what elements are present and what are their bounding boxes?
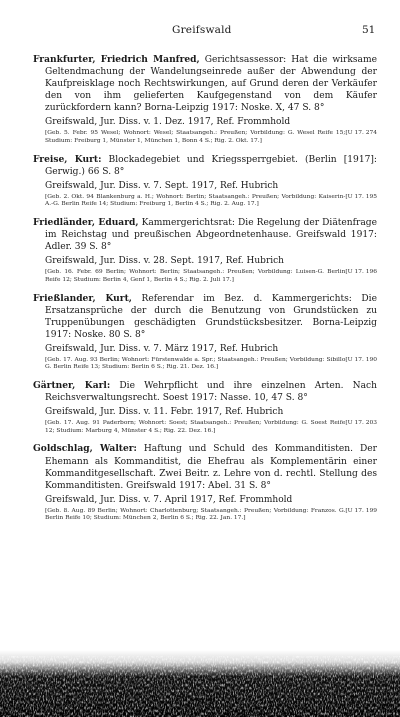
vita-text: [Geb. 17. Aug. 91 Paderborn; Wohnort: Soest; Staatsangeh.: Preußen; Vorbildung: G. Soest Reife 12; Studium: Marburg 4, Münster 4 S.; Rig. 22. Dez. 16.] [45,420,346,434]
bibliography-entry [33,154,377,209]
bibliography-entry [33,293,377,373]
biographical-note [33,130,377,145]
biographical-note [33,357,377,372]
dissertation-line: Greifswald, Jur. Diss. v. 1. Dez. 1917, Ref. Frommhold [45,117,291,128]
entry-title: Blockadegebiet und Kriegssperrgebiet. (Berlin [1917]: Gerwig.) 66 S. 8° [45,154,377,177]
entry-title: Kammergerichtsrat: Die Regelung der Diätenfrage im Reichstag und preußischen Abgeordnetenhause. Greifswald 1917: Adler. 39 S. 8° [45,218,377,253]
biographical-note [33,508,377,523]
entry-heading [33,380,377,404]
biographical-note [33,269,377,284]
dissertation-line: Greifswald, Jur. Diss. v. 7. April 1917, Ref. Frommhold [45,494,293,505]
dissertation-line: Greifswald, Jur. Diss. v. 7. März 1917, Ref. Hubrich [45,343,279,354]
entry-heading [33,54,377,114]
bibliography-entry [33,54,377,146]
catalog-ref: [U 17. 199 [345,507,377,514]
vita-text: [Geb. 16. Febr. 69 Berlin; Wohnort: Berlin; Staatsangeh.: Preußen; Vorbildung: Luisen-G. Berlin Reife 12; Studium: Berlin 4, Genf 1, Berlin 4 S.; Rig. 2. Juli 17.] [45,269,346,283]
catalog-ref: [U 17. 196 [345,269,377,276]
catalog-ref: [U 17. 195 [345,193,377,200]
dissertation-line: Greifswald, Jur. Diss. v. 11. Febr. 1917, Ref. Hubrich [45,407,284,418]
vita-text: [Geb. 2. Okt. 94 Blankenburg a. H.; Wohnort: Berlin; Staatsangeh.: Preußen; Vorbildung: Kaiserin-A.-G. Berlin Reife 14; Studium: Freiburg 1, Berlin 4 S.; Rig. 2. Aug. 17.] [45,193,346,208]
dissertation-line: Greifswald, Jur. Diss. v. 28. Sept. 1917, Ref. Hubrich [45,256,284,267]
biographical-note [33,194,377,209]
vita-text: [Geb. 5. Febr. 95 Wesel; Wohnort: Wesel; Staatsangeh.: Preußen; Vorbildung: G. Wesel Reife 15; Studium: Freiburg 1, Münster 1, München 1, Bonn 4 S.; Rig. 2. Okt. 17.] [45,130,346,145]
catalog-ref: [U 17. 190 [345,356,377,363]
entry-title: Haftung und Schuld des Kommanditisten. Der Ehemann als Kommanditist, die Ehefrau als Komplementärin einer Kommanditgesellschaft. Zwei Beitr. z. Lehre von d. rechtl. Stellung des Kommanditisten. Greifswald 1917: Abel. 31 S. 8° [45,444,377,491]
entry-heading [33,217,377,253]
author-name: Freise, Kurt: [33,153,102,165]
page-header [0,24,400,40]
bibliography-entry [33,380,377,435]
page-number: 51 [362,24,376,36]
vita-text: [Geb. 8. Aug. 89 Berlin; Wohnort: Charlottenburg; Staatsangeh.: Preußen; Vorbildung: Franzos. G. Berlin Reife 10; Studium: München 2, Berlin 6 S.; Rig. 22. Jan. 17.] [45,507,346,522]
catalog-ref: [U 17. 274 [345,130,377,137]
bibliography-entry [33,443,377,523]
scan-edge-strip [0,650,400,717]
entry-title: Referendar im Bez. d. Kammergerichts: Die Ersatzansprüche der durch die Benutzung von Grundstücken zu Truppenübungen geschädigten Grundstücksbesitzer. Borna-Leipzig 1917: Noske. 80 S. 8° [45,293,377,340]
author-name: Frießlander, Kurt, [33,292,132,304]
author-name: Goldschlag, Walter: [33,443,137,455]
biographical-note [33,420,377,435]
bibliography-entry [33,217,377,284]
running-title: Greifswald [172,24,232,36]
bibliography-entries [33,54,377,531]
vita-text: [Geb. 17. Aug. 93 Berlin; Wohnort: Fürstenwalde a. Spr.; Staatsangeh.: Preußen; Vorbildung: Sibillo G. Berlin Reife 13; Studium: Berlin 6 S.; Rig. 21. Dez. 16.] [45,356,346,371]
author-name: Frankfurter, Friedrich Manfred, [33,54,200,65]
entry-heading [33,154,377,178]
entry-heading [33,443,377,491]
entry-heading [33,293,377,341]
author-name: Friedländer, Eduard, [33,217,139,229]
author-name: Gärtner, Karl: [33,380,111,392]
entry-title: Die Wehrpflicht und ihre einzelnen Arten. Nach Reichsverwaltungsrecht. Soest 1917: Nasse. 10, 47 S. 8° [45,381,377,404]
catalog-ref: [U 17. 203 [345,420,377,427]
dissertation-line: Greifswald, Jur. Diss. v. 7. Sept. 1917, Ref. Hubrich [45,180,279,191]
entry-title: Gerichtsassessor: Hat die wirksame Geltendmachung der Wandelungseinrede außer der Abwendung der Kaufpreisklage noch Rechtswirkungen, auf Grund deren der Verkäufer den von ihm gelieferten Kaufgegenstand von dem Käufer zurückfordern kann? Borna-Leipzig 1917: Noske. X, 47 S. 8° [45,55,377,114]
